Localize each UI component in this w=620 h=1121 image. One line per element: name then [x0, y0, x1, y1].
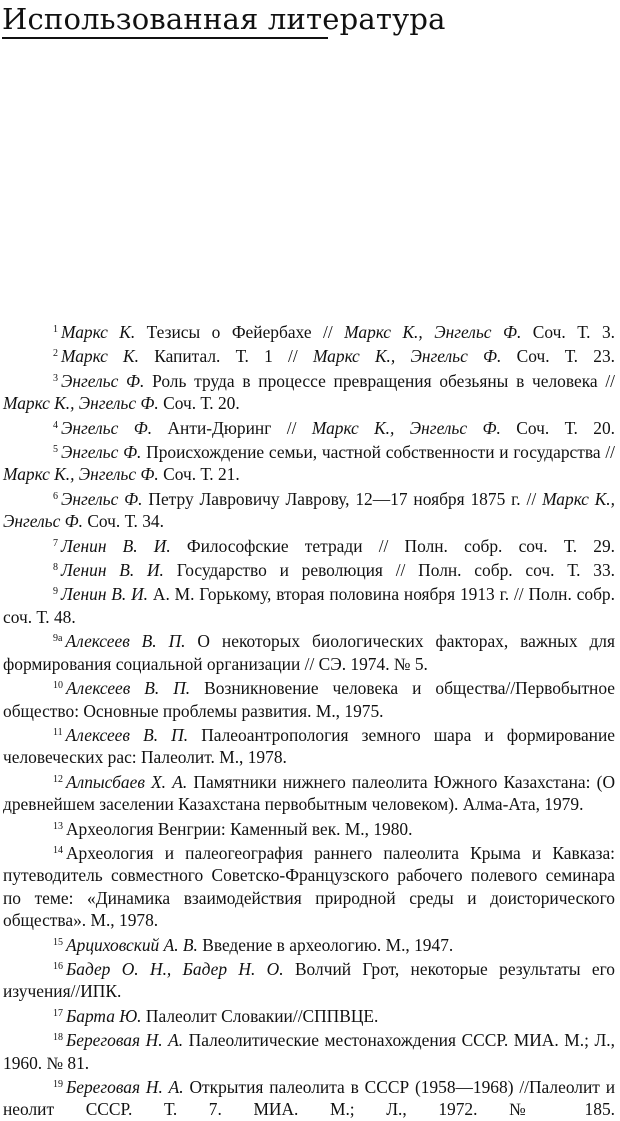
reference-number: 9а	[53, 633, 63, 645]
reference-item	[3, 415, 615, 439]
reference-author: Энгельс Ф.	[61, 442, 142, 463]
reference-number: 10	[53, 680, 63, 692]
reference-item	[3, 1074, 615, 1121]
reference-text: Возникновение человека и общества//Первобытное общество: Основные проблемы развития. М., 1975.	[3, 678, 615, 721]
reference-item	[3, 769, 615, 816]
reference-author: Береговая Н. А.	[66, 1077, 184, 1097]
reference-number: 4	[53, 419, 58, 431]
reference-number: 1	[53, 324, 58, 335]
reference-source: Соч. Т. 21.	[158, 464, 240, 485]
reference-text: Введение в археологию. М., 1947.	[197, 934, 454, 955]
reference-author: Алексеев В. П.	[66, 678, 191, 699]
reference-text: Происхождение семьи, частной собственности и государства //	[141, 442, 615, 463]
reference-author: Маркс К., Энгельс Ф.	[312, 346, 502, 367]
reference-author: Алексеев В. П.	[65, 631, 186, 652]
reference-number: 12	[53, 773, 63, 785]
reference-text: Волчий Грот, некоторые результаты его изучения//ИПК.	[3, 958, 615, 1002]
reference-source: Соч. Т. 23.	[501, 346, 615, 367]
reference-item	[3, 675, 615, 722]
reference-number: 7	[53, 537, 58, 549]
reference-number: 11	[53, 726, 63, 738]
reference-source: Соч. Т. 20.	[158, 393, 240, 414]
reference-author: Маркс К., Энгельс Ф.	[3, 488, 615, 532]
reference-item	[3, 840, 615, 932]
reference-text: Тезисы о Фейербахе //	[135, 322, 345, 342]
reference-author: Алексеев В. П.	[65, 724, 189, 745]
reference-author: Маркс К., Энгельс Ф.	[3, 464, 159, 485]
reference-author: Алпысбаев Х. А.	[66, 771, 188, 792]
reference-author: Ленин В. И.	[61, 584, 149, 605]
reference-item	[3, 319, 615, 343]
reference-number: 2	[53, 348, 58, 360]
reference-item	[3, 439, 615, 486]
reference-number: 9	[53, 586, 58, 598]
reference-number: 13	[53, 820, 63, 832]
reference-item	[3, 1027, 615, 1074]
reference-item	[3, 956, 615, 1003]
reference-author: Береговая Н. А.	[66, 1030, 184, 1051]
reference-source: Соч. Т. 34.	[82, 511, 164, 532]
reference-author: Энгельс Ф.	[61, 417, 153, 438]
reference-text: Философские тетради // Полн. собр. соч. Т. 29.	[170, 535, 615, 556]
reference-author: Барта Ю.	[66, 1005, 142, 1026]
reference-text: Капитал. Т. 1 //	[138, 346, 313, 367]
reference-text: О некоторых биологических факторах, важных для формирования социальной организации // СЭ. 1974. № 5.	[3, 631, 615, 674]
reference-author: Энгельс Ф.	[61, 370, 145, 391]
reference-number: 6	[53, 490, 58, 502]
reference-item	[3, 816, 615, 840]
reference-author: Маркс К., Энгельс Ф.	[344, 322, 522, 342]
reference-number: 18	[53, 1032, 63, 1044]
reference-author: Маркс К., Энгельс Ф.	[311, 417, 501, 438]
reference-text: Археология Венгрии: Каменный век. М., 1980.	[66, 818, 413, 839]
reference-number: 3	[53, 372, 58, 384]
reference-text: А. М. Горькому, вторая половина ноября 1913 г. // Полн. собр. соч. Т. 48.	[3, 584, 615, 627]
reference-item	[3, 557, 615, 581]
reference-item	[3, 932, 615, 956]
reference-number: 16	[53, 960, 63, 972]
reference-item	[3, 368, 615, 415]
reference-number: 14	[53, 844, 63, 856]
reference-text: Палеолит Словакии//СППВЦЕ.	[141, 1005, 379, 1026]
reference-author: Энгельс Ф.	[61, 488, 143, 509]
reference-list	[3, 319, 615, 1121]
reference-item	[3, 1003, 615, 1027]
reference-text: Анти-Дюринг //	[152, 417, 312, 438]
reference-number: 5	[53, 444, 58, 456]
reference-text: Государство и революция // Полн. собр. соч. Т. 33.	[163, 560, 615, 581]
reference-number: 8	[53, 562, 58, 574]
page-title: Использованная литература	[2, 2, 446, 36]
reference-author: Арциховский А. В.	[66, 934, 198, 955]
reference-text: Памятники нижнего палеолита Южного Казахстана: (О древнейшем заселении Казахстана первобытным человеком). Алма-Ата, 1979.	[3, 771, 616, 815]
reference-number: 15	[53, 936, 63, 948]
reference-item	[3, 581, 615, 628]
reference-text: Петру Лавровичу Лаврову, 12—17 ноября 1875 г. //	[142, 488, 543, 509]
reference-text: Роль труда в процессе превращения обезьяны в человека //	[144, 370, 615, 391]
reference-author: Маркс К.	[61, 346, 139, 367]
reference-item	[3, 343, 615, 367]
reference-author: Ленин В. И.	[61, 535, 171, 556]
reference-author: Бадер О. Н., Бадер Н. О.	[66, 958, 284, 979]
reference-text: Палеолитические местонахождения СССР. МИА. М.; Л., 1960. № 81.	[3, 1030, 615, 1073]
reference-item	[3, 486, 615, 533]
reference-text: Палеоантропология земного шара и формирование человеческих рас: Палеолит. М., 1978.	[3, 724, 615, 768]
reference-number: 17	[53, 1007, 63, 1019]
reference-item	[3, 628, 615, 675]
reference-item	[3, 533, 615, 557]
reference-author: Маркс К., Энгельс Ф.	[3, 393, 159, 414]
title-underline	[2, 37, 328, 39]
reference-author: Ленин В. И.	[61, 560, 164, 581]
reference-text: Открытия палеолита в СССР (1958—1968) //Палеолит и неолит СССР. Т. 7. МИА. М.; Л., 1972. № 185.	[3, 1077, 616, 1120]
reference-author: Маркс К.	[61, 322, 136, 342]
reference-item	[3, 722, 615, 769]
reference-source: Соч. Т. 20.	[500, 417, 615, 438]
reference-source: Соч. Т. 3.	[521, 322, 615, 342]
reference-text: Археология и палеогеография раннего палеолита Крыма и Кавказа: путеводитель совместного Советско-Французского рабочего полевого семинара по теме: «Динамика взаимодействия природной среды и доисторического общества». М., 1978.	[3, 842, 615, 931]
reference-number: 19	[53, 1079, 63, 1090]
